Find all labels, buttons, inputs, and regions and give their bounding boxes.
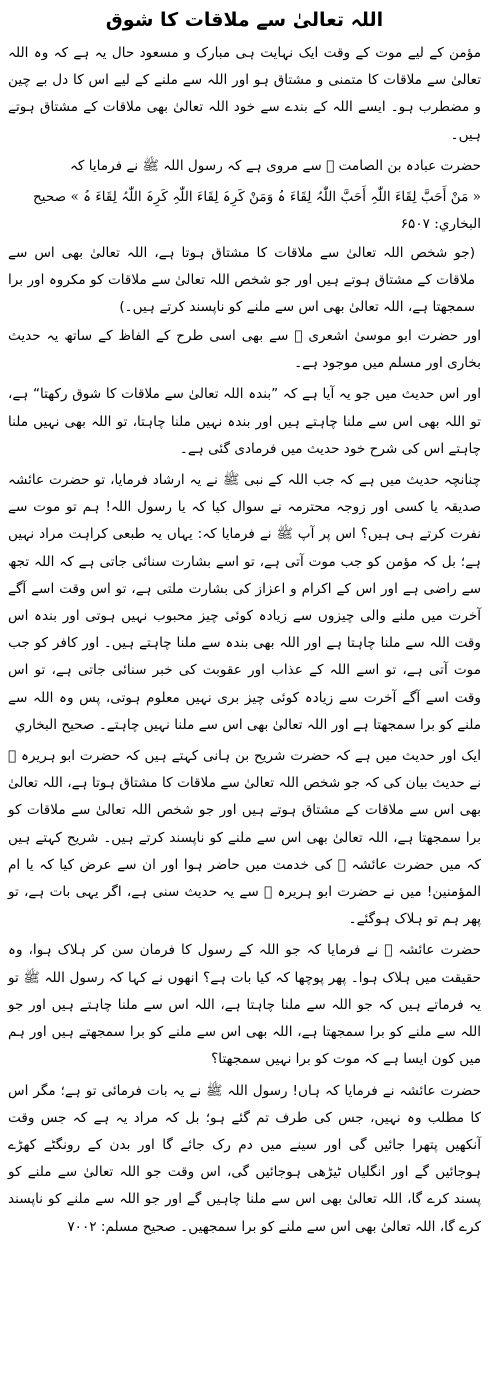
- narration-intro: حضرت عبادہ بن الصامت ﷛ سے مروی ہے کہ رسول اللہ ﷺ نے فرمایا کہ: [69, 157, 481, 174]
- paragraph-explanation: اور اس حدیث میں جو یہ آیا ہے کہ ”بندہ اللہ تعالیٰ سے ملاقات کا شوق رکھتا“ ہے، تو اللہ بھی اس سے ملنا چاہتے ہیں اور بندہ نہیں ملنا چاہتا، تو اللہ بھی نہیں ملنا چاہتے اس کی شرح خود حدیث میں فرمادی گئی ہے۔: [8, 386, 481, 457]
- intro-paragraph: مؤمن کے لیے موت کے وقت ایک نہایت ہی مبارک و مسعود حال یہ ہے کہ وہ اللہ تعالیٰ سے ملاقات کا متمنی و مشتاق ہو اور اللہ سے ملنے کے لیے اس کا دل بے چین و مضطرب ہو۔ ایسے اللہ کے بندے سے خود اللہ تعالیٰ بھی ملاقات کے مشتاق ہوتے ہیں۔: [8, 45, 481, 143]
- paragraph-shuraih-narration: ایک اور حدیث میں ہے کہ حضرت شریح بن ہانی کہتے ہیں کہ حضرت ابو ہریرہ ﷛ نے حدیث بیان کی کہ جو شخص اللہ تعالیٰ سے ملاقات کا مشتاق ہوتا ہے، اللہ تعالیٰ بھی اس سے ملاقات کے مشتاق ہوتے ہیں اور جو شخص اللہ تعالیٰ سے ملاقات کو برا سمجھتا ہے، اللہ تعالیٰ بھی اس سے ملنے کو ناپسند کرتے ہیں۔ شریح کہتے ہیں کہ میں حضرت عائشہ ﷝ کی خدمت میں حاضر ہوا اور ان سے عرض کیا کہ یا ام المؤمنین! میں نے حضرت ابو ہریرہ ﷛ سے یہ حدیث سنی ہے، اگر یہی بات ہے، تو پھر ہم تو ہلاک ہوگئے۔: [8, 748, 481, 928]
- hadith-translation: (جو شخص اللہ تعالیٰ سے ملاقات کا مشتاق ہوتا ہے، اللہ تعالیٰ بھی اس سے ملاقات کے مشتاق ہوتے ہیں اور جو شخص اللہ تعالیٰ سے ملاقات کو مکروہ اور برا سمجھتا ہے، اللہ تعالیٰ بھی اس سے ملنے کو ناپسند کرتے ہیں۔): [8, 245, 475, 316]
- paragraph-aisha-explanation: حضرت عائشہ نے فرمایا کہ ہاں! رسول اللہ ﷺ نے یہ بات فرمائی تو ہے؛ مگر اس کا مطلب وہ نہیں، جس کی طرف تم گئے ہو؛ بل کہ مراد یہ ہے کہ جس وقت آنکھیں پتھرا جائیں گی اور سینے میں دم رک جائے گا اور بدن کے رونگٹے کھڑے ہوجائیں گے اور انگلیاں ٹیڑھی ہوجائیں گی، اس وقت جو اللہ تعالیٰ سے ملنے کو پسند کرے گا، اللہ تعالیٰ بھی اس سے ملنا چاہیں گے اور جو اللہ سے ملنے کو ناپسند کرے گا، اللہ تعالیٰ بھی اس سے ملنے کو برا سمجھیں۔ صحیح مسلم: ۷۰۰۲: [8, 1082, 481, 1235]
- paragraph-abu-musa: اور حضرت ابو موسیٰ اشعری ﷛ سے بھی اسی طرح کے الفاظ کے ساتھ یہ حدیث بخاری اور مسلم میں موجود ہے۔: [8, 328, 481, 372]
- paragraph-aisha-question: چنانچہ حدیث میں ہے کہ جب اللہ کے نبی ﷺ نے یہ ارشاد فرمایا، تو حضرت عائشہ صدیقہ یا کسی اور زوجہ محترمہ نے سوال کیا کہ یا رسول اللہ! ہم تو موت سے نفرت کرتے ہی ہیں؟ اس پر آپ ﷺ نے فرمایا کہ: یہاں یہ طبعی کراہت مراد نہیں ہے؛ بل کہ مؤمن کو جب موت آتی ہے، تو اسے بشارت سنائی جاتی ہے کہ اللہ تجھ سے راضی ہے اور اس کے اکرام و اعزاز کی بشارت ملتی ہے، تو اس وقت اسے آگے آخرت میں ملنے والی چیزوں سے زیادہ کوئی چیز محبوب نہیں ہوتی اور بندہ اس وقت اللہ سے ملنا چاہتا ہے اور اللہ بھی بندہ سے ملنا چاہتے ہیں۔ اور کافر کو جب موت آتی ہے، تو اسے اللہ کے عذاب اور عقوبت کی خبر سنائی جاتی ہے، تو اس وقت اسے آگے آخرت سے زیادہ کوئی چیز بری نہیں معلوم ہوتی، پس وہ اللہ سے ملنے کو برا سمجھتا ہے اور اللہ تعالیٰ بھی اس سے ملنا نہیں چاہتے۔ صحیح البخاري: [8, 472, 481, 733]
- hadith-arabic-text: « مَنْ أَحَبَّ لِقَاءَ اللّٰہِ أَحَبَّ اللّٰہُ لِقَاءَ ہُ وَمَنْ کَرِہَ لِقَاءَ اللّٰہِ کَرِہَ اللّٰہُ لِقَاءَ ہُ » صحیح البخاري: ۶۵۰۷: [32, 189, 481, 233]
- paragraph-aisha-response: حضرت عائشہ ﷝ نے فرمایا کہ جو اللہ کے رسول کا فرمان سن کر ہلاک ہوا، وہ حقیقت میں ہلاک ہوا۔ پھر پوچھا کہ کیا بات ہے؟ انھوں نے کہا کہ رسول اللہ ﷺ تو یہ فرماتے ہیں کہ جو اللہ سے ملنا چاہتا ہے، اللہ اس سے ملنا چاہتے ہیں اور جو اللہ سے ملنے کو برا سمجھتا ہے، اللہ بھی اس سے ملنے کو برا سمجھتے ہیں اور ہم میں کون ایسا ہے کہ موت کو برا نہیں سمجھتا؟: [8, 942, 481, 1068]
- page-title: اللہ تعالیٰ سے ملاقات کا شوق: [105, 9, 384, 31]
